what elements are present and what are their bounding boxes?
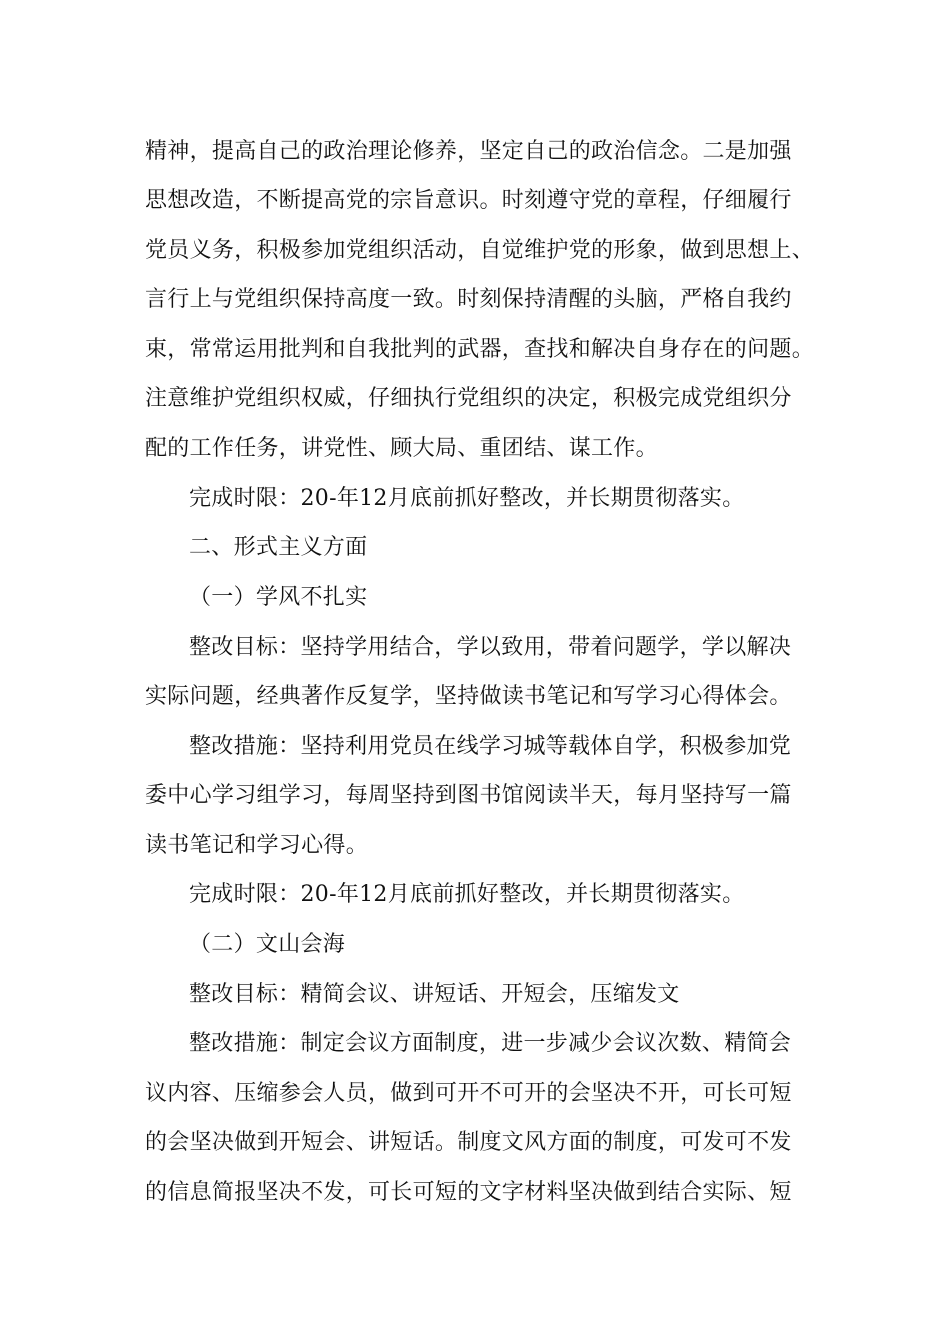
- paragraph-line: 言行上与党组织保持高度一致。时刻保持清醒的头脑，严格自我约: [145, 287, 792, 312]
- paragraph-line: 整改措施：制定会议方面制度，进一步减少会议次数、精简会: [189, 1031, 792, 1056]
- paragraph-line: 配的工作任务，讲党性、顾大局、重团结、谋工作。: [145, 436, 658, 461]
- paragraph-line: 思想改造，不断提高党的宗旨意识。时刻遵守党的章程，仔细履行: [145, 188, 792, 213]
- section-heading: 二、形式主义方面: [189, 535, 368, 560]
- deadline-line: 完成时限：20-年12月底前抓好整改，并长期贯彻落实。: [189, 882, 745, 907]
- paragraph-line: 精神，提高自己的政治理论修养，坚定自己的政治信念。二是加强: [145, 139, 792, 164]
- paragraph-line: 束，常常运用批判和自我批判的武器，查找和解决自身存在的问题。: [145, 337, 815, 362]
- paragraph-line: 整改目标：精简会议、讲短话、开短会，压缩发文: [189, 982, 680, 1007]
- paragraph-line: 整改目标：坚持学用结合，学以致用，带着问题学，学以解决: [189, 635, 792, 660]
- subsection-heading: （一）学风不扎实: [189, 585, 368, 610]
- paragraph-line: 实际问题，经典著作反复学，坚持做读书笔记和写学习心得体会。: [145, 684, 792, 709]
- paragraph-line: 的信息简报坚决不发，可长可短的文字材料坚决做到结合实际、短: [145, 1180, 792, 1205]
- paragraph-line: 党员义务，积极参加党组织活动，自觉维护党的形象，做到思想上、: [145, 238, 815, 263]
- deadline-line: 完成时限：20-年12月底前抓好整改，并长期贯彻落实。: [189, 486, 745, 511]
- paragraph-line: 注意维护党组织权威，仔细执行党组织的决定，积极完成党组织分: [145, 386, 792, 411]
- paragraph-line: 议内容、压缩参会人员，做到可开不可开的会坚决不开，可长可短: [145, 1081, 792, 1106]
- paragraph-line: 委中心学习组学习，每周坚持到图书馆阅读半天，每月坚持写一篇: [145, 783, 792, 808]
- subsection-heading: （二）文山会海: [189, 932, 346, 957]
- paragraph-line: 读书笔记和学习心得。: [145, 833, 369, 858]
- paragraph-line: 的会坚决做到开短会、讲短话。制度文风方面的制度，可发可不发: [145, 1130, 792, 1155]
- paragraph-line: 整改措施：坚持利用党员在线学习城等载体自学，积极参加党: [189, 734, 792, 759]
